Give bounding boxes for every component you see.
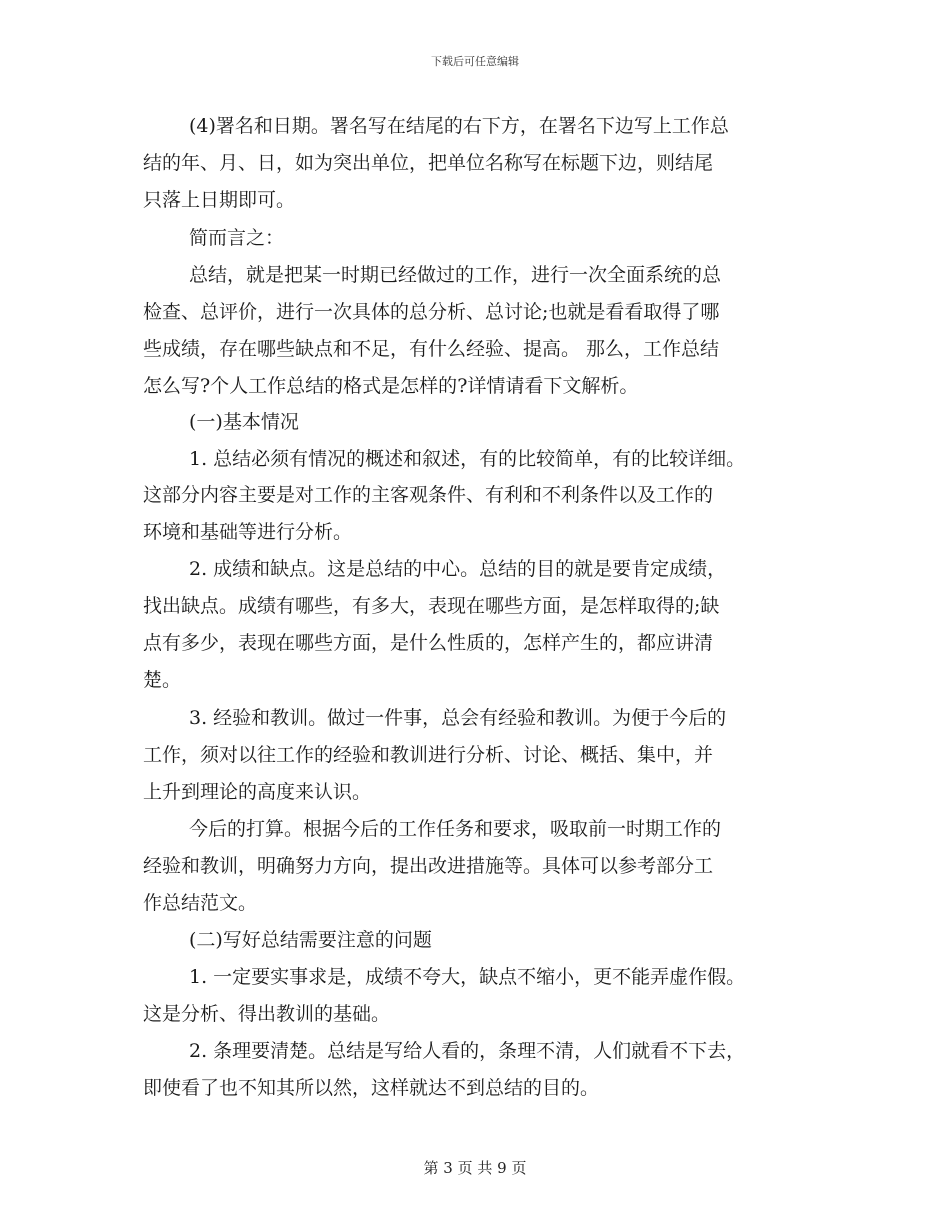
body-line: 些成绩，存在哪些缺点和不足，有什么经验、提高。 那么，工作总结 xyxy=(143,338,720,360)
body-line: 1. 一定要实事求是，成绩不夸大，缺点不缩小，更不能弄虚作假。 xyxy=(189,966,746,988)
body-line: 楚。 xyxy=(143,669,182,691)
body-line: 结的年、月、日，如为突出单位，把单位名称写在标题下边，则结尾 xyxy=(143,152,714,174)
body-line: 总结，就是把某一时期已经做过的工作，进行一次全面系统的总 xyxy=(189,264,722,286)
section-heading: (二)写好总结需要注意的问题 xyxy=(189,929,432,951)
body-line: 即使看了也不知其所以然，这样就达不到总结的目的。 xyxy=(143,1077,600,1099)
body-line: 这部分内容主要是对工作的主客观条件、有利和不利条件以及工作的 xyxy=(143,484,714,506)
body-line: 2. 条理要清楚。总结是写给人看的，条理不清，人们就看不下去， xyxy=(189,1040,746,1062)
body-line: (4)署名和日期。署名写在结尾的右下方，在署名下边写上工作总 xyxy=(189,115,729,137)
body-line: 3. 经验和教训。做过一件事，总会有经验和教训。为便于今后的 xyxy=(189,707,727,729)
body-line: 怎么写?个人工作总结的格式是怎样的?详情请看下文解析。 xyxy=(143,375,639,397)
page-footer: 第 3 页 共 9 页 xyxy=(423,1159,527,1177)
body-line: 工作，须对以往工作的经验和教训进行分析、讨论、概括、集中，并 xyxy=(143,744,714,766)
body-line: 今后的打算。根据今后的工作任务和要求，吸取前一时期工作的 xyxy=(189,818,722,840)
body-line: 经验和教训，明确努力方向，提出改进措施等。具体可以参考部分工 xyxy=(143,855,714,877)
body-line: 检查、总评价，进行一次具体的总分析、总讨论;也就是看看取得了哪 xyxy=(143,301,720,323)
section-heading: (一)基本情况 xyxy=(189,411,299,433)
page-header: 下载后可任意编辑 xyxy=(431,55,519,68)
body-line: 找出缺点。成绩有哪些，有多大，表现在哪些方面，是怎样取得的;缺 xyxy=(143,595,720,617)
body-line: 这是分析、得出教训的基础。 xyxy=(143,1003,391,1025)
body-line: 作总结范文。 xyxy=(143,892,258,914)
body-line: 简而言之： xyxy=(189,227,285,249)
body-line: 点有多少，表现在哪些方面，是什么性质的，怎样产生的，都应讲清 xyxy=(143,632,714,654)
body-line: 上升到理论的高度来认识。 xyxy=(143,781,372,803)
body-line: 2. 成绩和缺点。这是总结的中心。总结的目的就是要肯定成绩， xyxy=(189,558,727,580)
body-line: 1. 总结必须有情况的概述和叙述，有的比较简单，有的比较详细。 xyxy=(189,448,746,470)
body-line: 只落上日期即可。 xyxy=(143,189,296,211)
body-line: 环境和基础等进行分析。 xyxy=(143,521,353,543)
